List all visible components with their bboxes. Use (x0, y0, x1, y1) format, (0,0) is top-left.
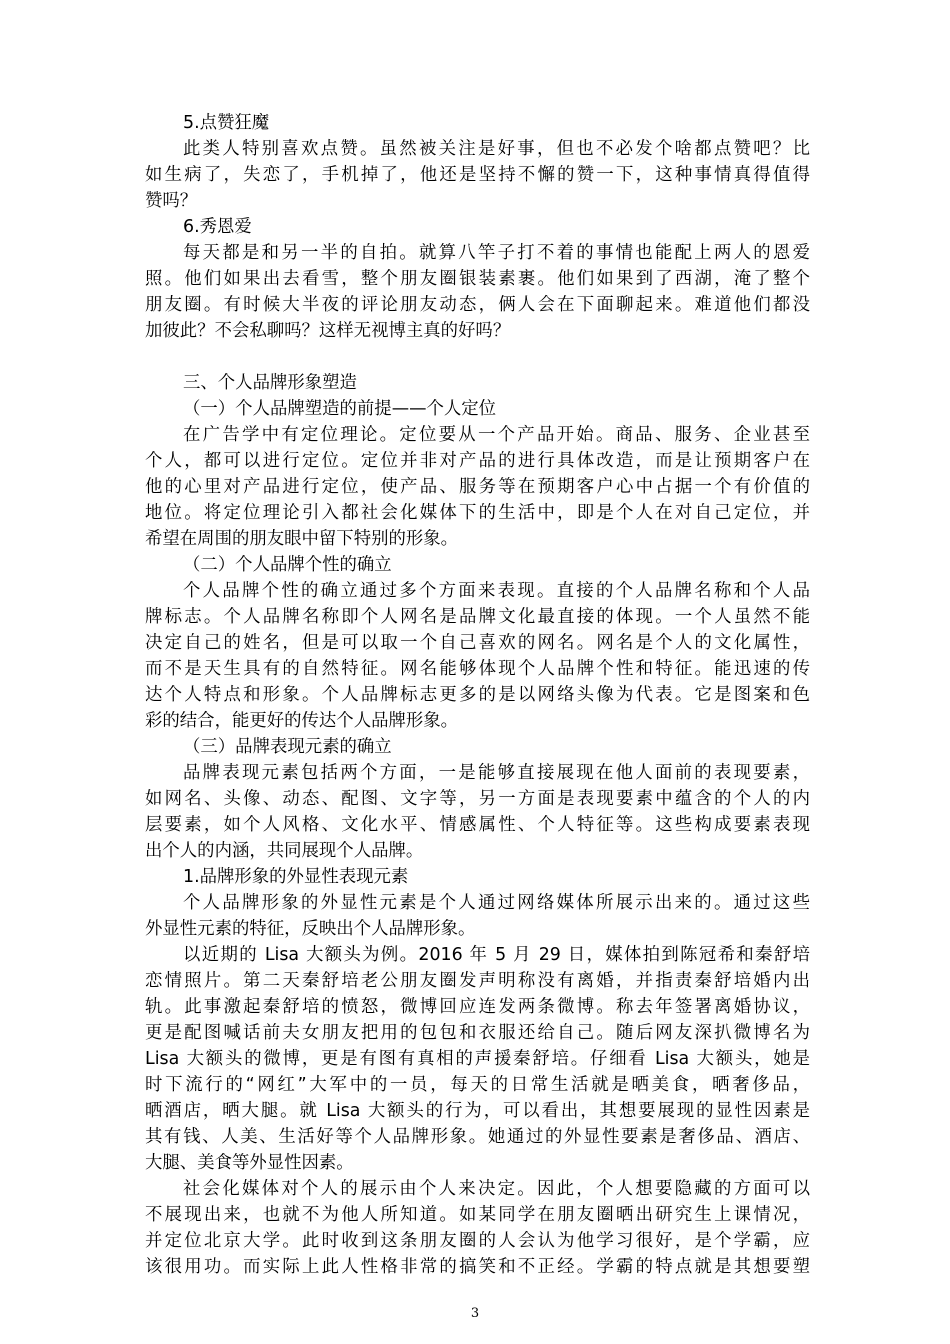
paragraph-line: 个人品牌个性的确立通过多个方面来表现。直接的个人品牌名称和个人品 (183, 581, 810, 601)
paragraph-line: 以近期的 Lisa 大额头为例。2016 年 5 月 29 日，媒体拍到陈冠希和秦舒培 (183, 945, 810, 965)
section-heading: （一）个人品牌塑造的前提——个人定位 (183, 399, 497, 419)
paragraph-line: 更是配图喊话前夫女朋友把用的包包和衣服还给自己。随后网友深扒微博名为 (145, 1023, 810, 1043)
paragraph-line: 每天都是和另一半的自拍。就算八竿子打不着的事情也能配上两人的恩爱 (183, 243, 810, 263)
paragraph-line: 社会化媒体对个人的展示由个人来决定。因此，个人想要隐藏的方面可以 (183, 1179, 810, 1199)
paragraph-line: 时下流行的“网红”大军中的一员，每天的日常生活就是晒美食，晒奢侈品， (145, 1075, 810, 1095)
paragraph-line: 希望在周围的朋友眼中留下特别的形象。 (145, 529, 459, 549)
paragraph-line: 地位。将定位理论引入都社会化媒体下的生活中，即是个人在对自己定位，并 (145, 503, 810, 523)
paragraph-line: 彩的结合，能更好的传达个人品牌形象。 (145, 711, 459, 731)
paragraph-line: 此类人特别喜欢点赞。虽然被关注是好事，但也不必发个啥都点赞吧？比 (183, 139, 810, 159)
blank-line (145, 344, 810, 370)
paragraph-line: 牌标志。个人品牌名称即个人网名是品牌文化最直接的体现。一个人虽然不能 (145, 607, 810, 627)
paragraph-line: 个人，都可以进行定位。定位并非对产品的进行具体改造，而是让预期客户在 (145, 451, 810, 471)
paragraph-line: 而不是天生具有的自然特征。网名能够体现个人品牌个性和特征。能迅速的传 (145, 659, 810, 679)
page-number: 3 (470, 1306, 480, 1321)
paragraph-line: 大腿、美食等外显性因素。 (145, 1153, 354, 1173)
paragraph-line: 在广告学中有定位理论。定位要从一个产品开始。商品、服务、企业甚至 (183, 425, 810, 445)
paragraph-line: 如网名、头像、动态、配图、文字等，另一方面是表现要素中蕴含的个人的内 (145, 789, 810, 809)
paragraph-line: 恋情照片。第二天秦舒培老公朋友圈发声明称没有离婚，并指责秦舒培婚内出 (145, 971, 810, 991)
section-heading: 6.秀恩爱 (183, 217, 252, 237)
section-heading: 5.点赞狂魔 (183, 113, 270, 133)
paragraph-line: 品牌表现元素包括两个方面，一是能够直接展现在他人面前的表现要素， (183, 763, 810, 783)
paragraph-line: 达个人特点和形象。个人品牌标志更多的是以网络头像为代表。它是图案和色 (145, 685, 810, 705)
section-heading: 三、个人品牌形象塑造 (183, 373, 357, 393)
paragraph-line: Lisa 大额头的微博，更是有图有真相的声援秦舒培。仔细看 Lisa 大额头，她是 (145, 1049, 810, 1069)
paragraph-line: 并定位北京大学。此时收到这条朋友圈的人会认为他学习很好，是个学霸，应 (145, 1231, 810, 1251)
paragraph-line: 其有钱、人美、生活好等个人品牌形象。她通过的外显性要素是奢侈品、酒店、 (145, 1127, 810, 1147)
paragraph-line: 出个人的内涵，共同展现个人品牌。 (145, 841, 424, 861)
paragraph-line: 决定自己的姓名，但是可以取一个自己喜欢的网名。网名是个人的文化属性， (145, 633, 810, 653)
paragraph-line: 朋友圈。有时候大半夜的评论朋友动态，俩人会在下面聊起来。难道他们都没 (145, 295, 810, 315)
paragraph-line: 如生病了，失恋了，手机掉了，他还是坚持不懈的赞一下，这种事情真得值得 (145, 165, 810, 185)
paragraph-line: 外显性元素的特征，反映出个人品牌形象。 (145, 919, 476, 939)
paragraph-line: 个人品牌形象的外显性元素是个人通过网络媒体所展示出来的。通过这些 (183, 893, 810, 913)
paragraph-line: 他的心里对产品进行定位，使产品、服务等在预期客户心中占据一个有价值的 (145, 477, 810, 497)
paragraph-line: 晒酒店，晒大腿。就 Lisa 大额头的行为，可以看出，其想要展现的显性因素是 (145, 1101, 810, 1121)
section-heading: 1.品牌形象的外显性表现元素 (183, 867, 409, 887)
paragraph-line: 照。他们如果出去看雪，整个朋友圈银装素裹。他们如果到了西湖，淹了整个 (145, 269, 810, 289)
paragraph-line: 不展现出来，也就不为他人所知道。如某同学在朋友圈晒出研究生上课情况， (145, 1205, 810, 1225)
section-heading: （二）个人品牌个性的确立 (183, 555, 392, 575)
paragraph-line: 轨。此事激起秦舒培的愤怒，微博回应连发两条微博。称去年签署离婚协议， (145, 997, 810, 1017)
paragraph-line: 层要素，如个人风格、文化水平、情感属性、个人特征等。这些构成要素表现 (145, 815, 810, 835)
paragraph-line: 赞吗？ (145, 191, 198, 211)
paragraph-line: 加彼此？不会私聊吗？这样无视博主真的好吗？ (145, 321, 511, 341)
section-heading: （三）品牌表现元素的确立 (183, 737, 392, 757)
paragraph-line: 该很用功。而实际上此人性格非常的搞笑和不正经。学霸的特点就是其想要塑 (145, 1257, 810, 1277)
document-body (145, 110, 810, 1280)
